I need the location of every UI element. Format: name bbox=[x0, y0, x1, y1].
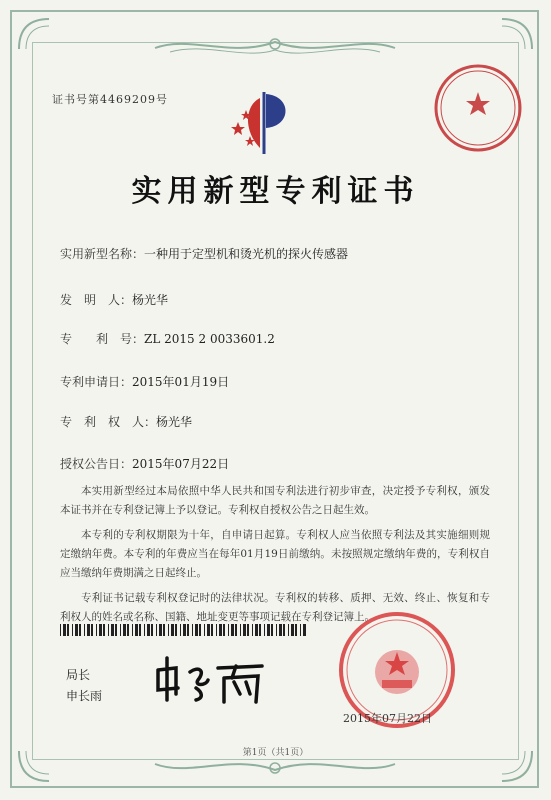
barcode-bar bbox=[187, 624, 189, 636]
barcode-bar bbox=[127, 624, 129, 636]
field-patentee bbox=[60, 413, 192, 430]
barcode-bar bbox=[216, 624, 217, 636]
barcode-bar bbox=[108, 624, 109, 636]
barcode-bar bbox=[63, 624, 66, 636]
barcode-bar bbox=[180, 624, 181, 636]
barcode-bar bbox=[240, 624, 241, 636]
barcode-bar bbox=[199, 624, 201, 636]
barcode-bar bbox=[67, 624, 69, 636]
field-application-date bbox=[60, 373, 229, 390]
field-label: 专利申请日： bbox=[60, 375, 133, 389]
barcode-bar bbox=[120, 624, 121, 636]
page-number: 第1页（共1页） bbox=[242, 748, 309, 758]
field-value: 2015年01月19日 bbox=[132, 375, 230, 389]
field-label: 专 利 权 人： bbox=[60, 415, 157, 429]
field-value: 一种用于定型机和烫光机的探火传感器 bbox=[144, 247, 349, 261]
barcode-bar bbox=[132, 624, 133, 636]
barcode-bar bbox=[204, 624, 205, 636]
barcode-bar bbox=[168, 624, 169, 636]
barcode-bar bbox=[303, 624, 306, 636]
field-label: 授权公告日： bbox=[60, 457, 133, 471]
barcode-bar bbox=[271, 624, 273, 636]
barcode-bar bbox=[252, 624, 253, 636]
barcode-bar bbox=[207, 624, 210, 636]
director-signature bbox=[150, 650, 270, 710]
barcode bbox=[60, 624, 308, 636]
barcode-bar bbox=[75, 624, 78, 636]
agent-seal bbox=[432, 62, 524, 154]
barcode-bar bbox=[115, 624, 117, 636]
barcode-bar bbox=[99, 624, 102, 636]
field-label: 发 明 人： bbox=[60, 293, 133, 307]
barcode-bar bbox=[156, 624, 157, 636]
barcode-bar bbox=[147, 624, 150, 636]
director-name: 申长雨 bbox=[66, 689, 103, 703]
barcode-bar bbox=[279, 624, 282, 636]
barcode-bar bbox=[235, 624, 237, 636]
barcode-bar bbox=[111, 624, 114, 636]
barcode-bar bbox=[259, 624, 261, 636]
field-utility-model-name bbox=[60, 245, 348, 262]
certificate-number: 证书号第4469209号 bbox=[52, 93, 168, 106]
barcode-bar bbox=[291, 624, 294, 636]
barcode-bar bbox=[192, 624, 193, 636]
barcode-bar bbox=[79, 624, 81, 636]
barcode-bar bbox=[247, 624, 249, 636]
field-value: ZL 2015 2 0033601.2 bbox=[144, 332, 275, 346]
barcode-bar bbox=[159, 624, 162, 636]
barcode-bar bbox=[151, 624, 153, 636]
barcode-bar bbox=[267, 624, 270, 636]
field-inventor bbox=[60, 291, 168, 308]
certificate-title: 实用新型专利证书 bbox=[131, 174, 420, 209]
seal-date: 2015年07月22日 bbox=[343, 712, 432, 725]
corner-ornament-tr bbox=[497, 14, 537, 54]
top-ornament bbox=[150, 30, 400, 60]
field-label: 实用新型名称： bbox=[60, 247, 145, 261]
barcode-bar bbox=[228, 624, 229, 636]
field-value: 杨光华 bbox=[132, 293, 169, 307]
barcode-bar bbox=[87, 624, 90, 636]
director-title: 局长 bbox=[66, 668, 91, 682]
barcode-bar bbox=[175, 624, 177, 636]
barcode-bar bbox=[223, 624, 225, 636]
barcode-bar bbox=[91, 624, 93, 636]
barcode-bar bbox=[283, 624, 285, 636]
field-value: 杨光华 bbox=[156, 415, 193, 429]
field-value: 2015年07月22日 bbox=[132, 457, 230, 471]
barcode-bar bbox=[276, 624, 277, 636]
barcode-bar bbox=[135, 624, 138, 636]
paragraph: 专利证书记载专利权登记时的法律状况。专利权的转移、质押、无效、终止、恢复和专利权人的姓名或名称、国籍、地址变更等事项记载在专利登记簿上。 bbox=[60, 592, 490, 623]
barcode-bar bbox=[84, 624, 85, 636]
paragraph: 本专利的专利权期限为十年，自申请日起算。专利权人应当依照专利法及其实施细则规定缴纳年费。本专利的年费应当在每年01月19日前缴纳。未按照规定缴纳年费的，专利权自应当缴纳年费期满之日起终止。 bbox=[60, 529, 490, 579]
field-grant-date bbox=[60, 455, 229, 472]
barcode-bar bbox=[243, 624, 246, 636]
barcode-bar bbox=[211, 624, 213, 636]
barcode-bar bbox=[195, 624, 198, 636]
barcode-bar bbox=[103, 624, 105, 636]
barcode-bar bbox=[264, 624, 265, 636]
barcode-bar bbox=[123, 624, 126, 636]
barcode-bar bbox=[300, 624, 301, 636]
barcode-bar bbox=[144, 624, 145, 636]
barcode-bar bbox=[231, 624, 234, 636]
barcode-bar bbox=[163, 624, 165, 636]
barcode-bar bbox=[96, 624, 97, 636]
barcode-bar bbox=[171, 624, 174, 636]
barcode-bar bbox=[288, 624, 289, 636]
barcode-bar bbox=[72, 624, 73, 636]
corner-ornament-tl bbox=[14, 14, 54, 54]
field-label: 专 利 号： bbox=[60, 332, 145, 346]
barcode-bar bbox=[295, 624, 297, 636]
field-patent-number bbox=[60, 330, 275, 347]
barcode-bar bbox=[255, 624, 258, 636]
cnipa-logo-icon bbox=[230, 88, 300, 158]
barcode-bar bbox=[183, 624, 186, 636]
paragraph: 本实用新型经过本局依照中华人民共和国专利法进行初步审查，决定授予专利权，颁发本证书并在专利登记簿上予以登记。专利权自授权公告之日起生效。 bbox=[60, 485, 490, 516]
barcode-bar bbox=[60, 624, 61, 636]
barcode-bar bbox=[139, 624, 141, 636]
barcode-bar bbox=[219, 624, 222, 636]
